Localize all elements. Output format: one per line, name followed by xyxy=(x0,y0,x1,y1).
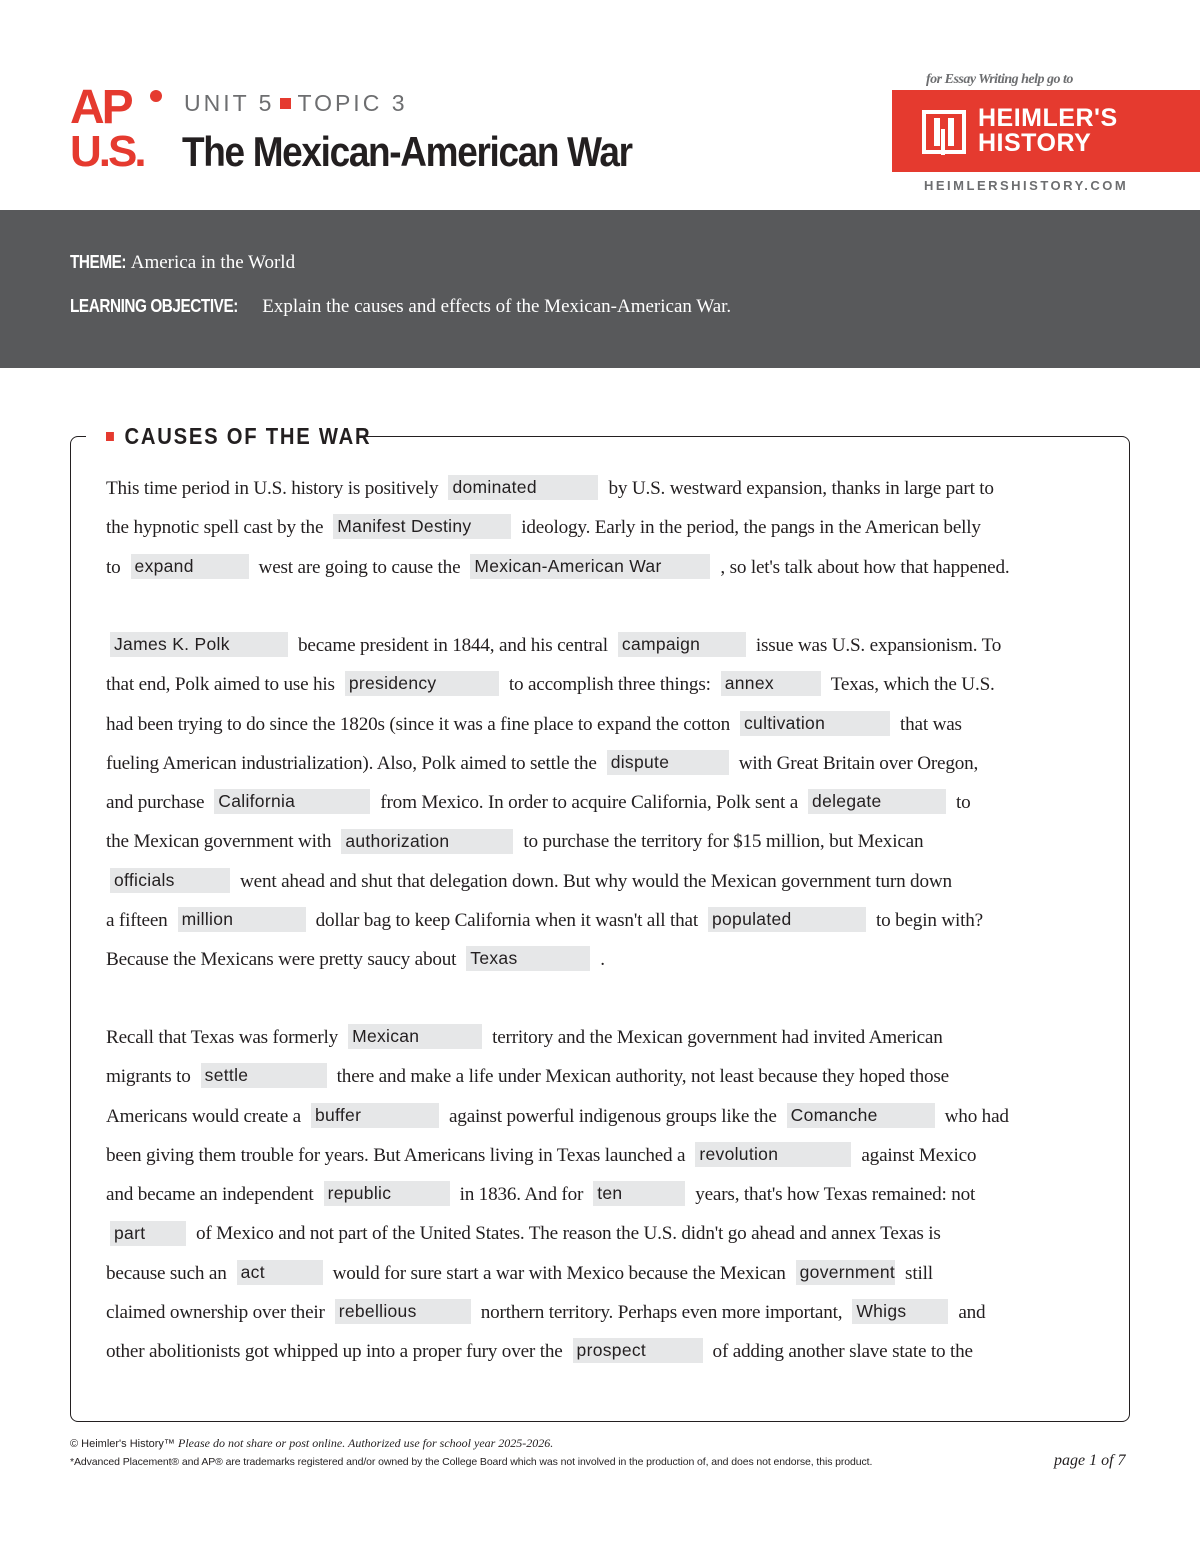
section-square-icon xyxy=(106,432,114,441)
body-text: issue was U.S. expansionism. To xyxy=(755,635,1002,656)
body-text: that was xyxy=(900,713,962,735)
text-line xyxy=(106,665,1106,704)
text-line xyxy=(106,1214,1106,1253)
page-title: The Mexican-American War xyxy=(182,128,632,175)
heimlers-history-logo[interactable] xyxy=(892,90,1200,172)
body-text: still xyxy=(905,1262,933,1284)
hh-monogram-icon xyxy=(922,110,966,154)
text-line xyxy=(106,1254,1106,1293)
fill-in-blank[interactable]: campaign xyxy=(618,632,746,657)
text-line xyxy=(106,1175,1106,1214)
fill-in-blank[interactable]: Mexican-American War xyxy=(470,554,710,579)
footer-copyright: © Heimler's History™ xyxy=(70,1438,175,1450)
body-text: fueling American industrialization). Also, Polk aimed to settle the xyxy=(106,752,597,774)
body-text: to xyxy=(956,792,971,814)
body-text: by U.S. westward expansion, thanks in large part to xyxy=(608,478,994,499)
body-text: and purchase xyxy=(106,792,205,814)
body-text: northern territory. Perhaps even more important, xyxy=(480,1302,843,1324)
body-text: Because the Mexicans were pretty saucy about xyxy=(106,949,457,971)
body-text: territory and the Mexican government had invited American xyxy=(492,1027,943,1048)
text-line xyxy=(106,1136,1106,1175)
body-text: had been trying to do since the 1820s (since it was a fine place to expand the cotton xyxy=(106,713,730,735)
theme-label: THEME: xyxy=(70,252,127,272)
brand-line1: HEIMLER'S xyxy=(978,104,1118,132)
text-line xyxy=(106,1293,1106,1332)
body-text: and became an independent xyxy=(106,1184,314,1206)
topic-label: TOPIC 3 xyxy=(297,90,408,116)
text-line xyxy=(106,508,1106,547)
fill-in-blank[interactable]: delegate xyxy=(808,789,946,814)
text-line xyxy=(106,1018,1106,1057)
body-text: who had xyxy=(944,1105,1009,1127)
body-text: This time period in U.S. history is positively xyxy=(106,478,439,499)
text-line xyxy=(106,744,1106,783)
brand-line2: HISTORY xyxy=(978,129,1092,157)
body-text: that end, Polk aimed to use his xyxy=(106,674,335,696)
body-text: ideology. Early in the period, the pangs in the American belly xyxy=(521,517,981,539)
theme-value: America in the World xyxy=(130,252,296,273)
fill-in-blank[interactable]: part xyxy=(110,1221,186,1246)
body-text: west are going to cause the xyxy=(258,556,461,578)
body-text: migrants to xyxy=(106,1066,191,1088)
footer-notice: Please do not share or post online. Authorized use for school year 2025-2026. xyxy=(178,1436,554,1450)
fill-in-blank[interactable]: authorization xyxy=(341,829,513,854)
body-text: to accomplish three things: xyxy=(508,674,711,696)
text-line xyxy=(106,822,1106,861)
body-text: to purchase the territory for $15 million, but Mexican xyxy=(523,831,924,853)
body-text: with Great Britain over Oregon, xyxy=(738,752,979,774)
unit-topic-label xyxy=(184,90,407,117)
body-text: been giving them trouble for years. But Americans living in Texas launched a xyxy=(106,1144,686,1166)
body-text: , so let's talk about how that happened. xyxy=(720,556,1010,578)
body-text: because such an xyxy=(106,1262,227,1284)
text-line xyxy=(106,901,1106,940)
essay-help-text: for Essay Writing help go to xyxy=(926,72,1073,87)
logo-registered-dot xyxy=(150,90,162,102)
body-text: of Mexico and not part of the United States. The reason the U.S. didn't go ahead and annex Texas is xyxy=(196,1223,941,1245)
text-line xyxy=(106,626,1106,665)
logo-us-text: U.S. xyxy=(70,127,144,176)
body-text: years, that's how Texas remained: not xyxy=(695,1184,976,1206)
fill-in-blank[interactable]: act xyxy=(237,1260,323,1285)
body-text: the hypnotic spell cast by the xyxy=(106,517,324,539)
body-text: there and make a life under Mexican authority, not least because they hoped those xyxy=(336,1066,949,1088)
fill-in-blank[interactable]: dominated xyxy=(448,475,598,500)
fill-in-blank[interactable]: annex xyxy=(721,671,821,696)
text-line xyxy=(106,1332,1106,1371)
footer-trademark: *Advanced Placement® and AP® are trademarks registered and/or owned by the College Board which was not involved in the production of, and does not endorse, this product. xyxy=(70,1456,873,1468)
objective-label: LEARNING OBJECTIVE: xyxy=(70,296,238,316)
body-text: other abolitionists got whipped up into a proper fury over the xyxy=(106,1341,563,1363)
body-text: Texas, which the U.S. xyxy=(830,674,995,696)
fill-in-blank[interactable]: Manifest Destiny xyxy=(333,514,511,539)
body-text: became president in 1844, and his central xyxy=(298,635,608,656)
body-text: to begin with? xyxy=(875,910,983,932)
body-text: . xyxy=(600,949,605,971)
body-text: Recall that Texas was formerly xyxy=(106,1027,339,1048)
body-text: in 1836. And for xyxy=(459,1184,584,1206)
fill-in-blank[interactable]: cultivation xyxy=(740,711,890,736)
paragraph-2 xyxy=(106,626,1106,980)
fill-in-blank[interactable]: James K. Polk xyxy=(110,632,288,657)
fill-in-blank[interactable]: presidency xyxy=(345,671,499,696)
fill-in-blank[interactable]: Texas xyxy=(466,946,590,971)
theme-row xyxy=(70,252,295,274)
section-title-text: CAUSES OF THE WAR xyxy=(124,423,372,449)
fill-in-blank[interactable]: revolution xyxy=(695,1142,851,1167)
body-text: and xyxy=(958,1302,986,1324)
fill-in-blank[interactable]: ten xyxy=(593,1181,685,1206)
body-text: claimed ownership over their xyxy=(106,1302,325,1324)
body-text: the Mexican government with xyxy=(106,831,332,853)
fill-in-blank[interactable]: million xyxy=(178,907,306,932)
body-text: against powerful indigenous groups like the xyxy=(448,1105,777,1127)
fill-in-blank[interactable]: buffer xyxy=(311,1103,439,1128)
body-text: dollar bag to keep California when it wasn't all that xyxy=(315,910,698,932)
body-text: of adding another slave state to the xyxy=(712,1341,973,1363)
body-text: to xyxy=(106,556,121,578)
brand-name xyxy=(978,106,1178,156)
fill-in-blank[interactable]: Whigs xyxy=(852,1299,948,1324)
fill-in-blank[interactable]: rebellious xyxy=(335,1299,471,1324)
fill-in-blank[interactable]: expand xyxy=(131,554,249,579)
paragraph-1 xyxy=(106,469,1106,587)
objective-value: Explain the causes and effects of the Mexican-American War. xyxy=(262,296,732,317)
paragraph-3 xyxy=(106,1018,1106,1372)
fill-in-blank[interactable]: California xyxy=(214,789,370,814)
theme-band xyxy=(0,210,1200,368)
page-number: page 1 of 7 xyxy=(1054,1452,1126,1469)
unit-label: UNIT 5 xyxy=(184,90,275,116)
text-line xyxy=(106,1097,1106,1136)
fill-in-blank[interactable]: settle xyxy=(201,1063,327,1088)
body-text: a fifteen xyxy=(106,910,168,932)
brand-url-link[interactable]: HEIMLERSHISTORY.COM xyxy=(924,178,1129,193)
text-line xyxy=(106,783,1106,822)
text-line xyxy=(106,548,1106,587)
text-line xyxy=(106,1057,1106,1096)
text-line xyxy=(106,705,1106,744)
fill-in-blank[interactable]: government xyxy=(796,1260,895,1285)
objective-row xyxy=(70,296,731,318)
fill-in-blank[interactable]: Mexican xyxy=(348,1024,482,1049)
fill-in-blank[interactable]: prospect xyxy=(573,1338,703,1363)
fill-in-blank[interactable]: dispute xyxy=(607,750,729,775)
body-text: Americans would create a xyxy=(106,1105,301,1127)
footer-copyright-line xyxy=(70,1436,553,1451)
body-text: would for sure start a war with Mexico because the Mexican xyxy=(332,1262,786,1284)
fill-in-blank[interactable]: populated xyxy=(708,907,866,932)
logo-ap-text: AP xyxy=(70,81,131,134)
ap-us-logo xyxy=(70,81,170,178)
body-text: against Mexico xyxy=(861,1144,977,1166)
fill-in-blank[interactable]: officials xyxy=(110,868,230,893)
section-title xyxy=(106,423,371,450)
text-line xyxy=(106,862,1106,901)
fill-in-blank[interactable]: Comanche xyxy=(787,1103,935,1128)
body-text: went ahead and shut that delegation down. But why would the Mexican government turn down xyxy=(240,870,952,892)
body-text: from Mexico. In order to acquire California, Polk sent a xyxy=(380,792,799,814)
fill-in-blank[interactable]: republic xyxy=(324,1181,450,1206)
text-line xyxy=(106,940,1106,979)
separator-square-icon xyxy=(280,98,291,109)
text-line xyxy=(106,469,1106,508)
